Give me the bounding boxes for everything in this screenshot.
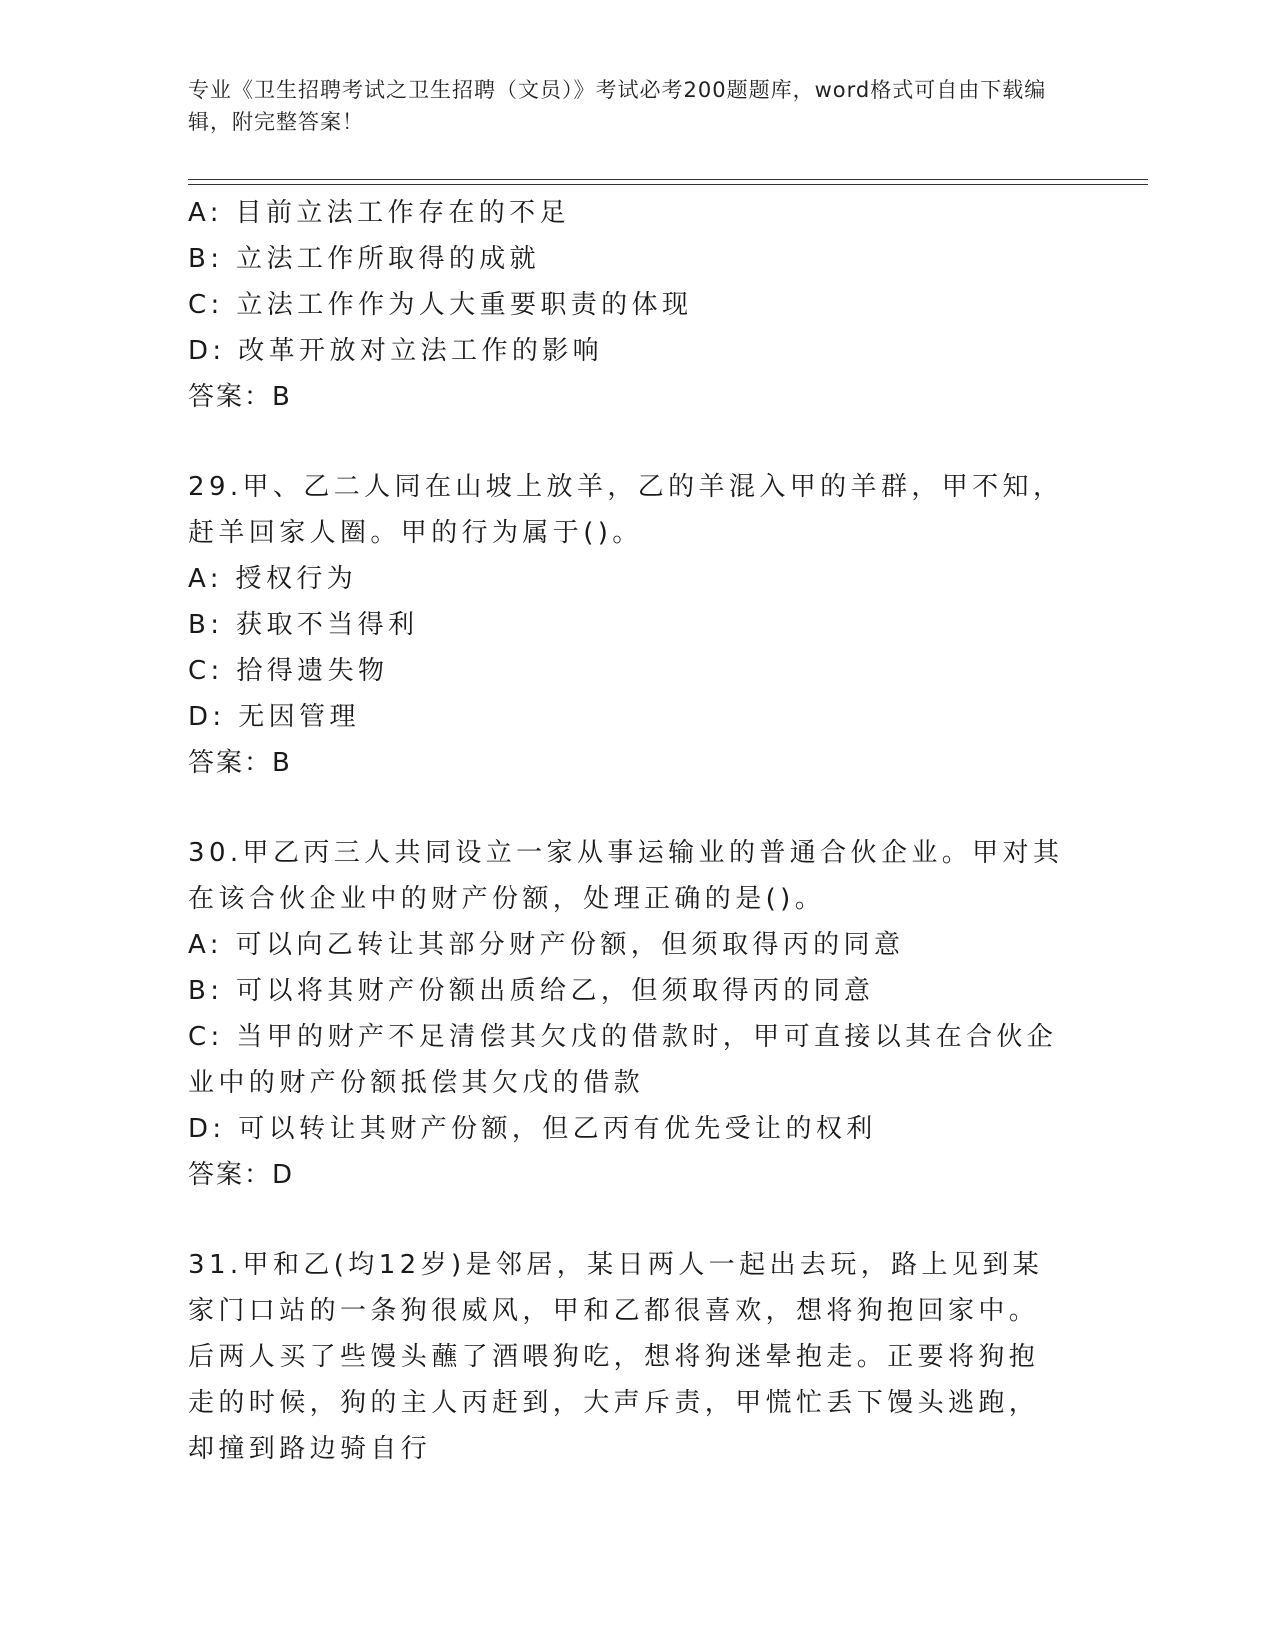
question-29-block (188, 464, 1068, 786)
spacer (188, 786, 1068, 830)
question-31-stem: 31.甲和乙(均12岁)是邻居，某日两人一起出去玩，路上见到某家门口站的一条狗很威风，甲和乙都很喜欢，想将狗抱回家中。后两人买了些馒头蘸了酒喂狗吃，想将狗迷晕抱走。正要将狗抱走的时候，狗的主人丙赶到，大声斥责，甲慌忙丢下馒头逃跑，却撞到路边骑自行 (188, 1250, 1044, 1464)
spacer (188, 420, 1068, 464)
question-30-answer: 答案：D (188, 1160, 295, 1190)
question-28-option-a: A: 目前立法工作存在的不足 (188, 198, 570, 228)
document-header: 专业《卫生招聘考试之卫生招聘（文员）》考试必考200题题库，word格式可自由下载编辑，附完整答案！ (188, 78, 1047, 134)
question-content (188, 190, 1068, 1472)
question-29-answer: 答案：B (188, 748, 292, 778)
question-30-option-c: C: 当甲的财产不足清偿其欠戊的借款时，甲可直接以其在合伙企业中的财产份额抵偿其欠戊的借款 (188, 1022, 1058, 1098)
question-29-option-a: A: 授权行为 (188, 564, 358, 594)
question-29-option-d: D: 无因管理 (188, 702, 360, 732)
question-30-option-d: D: 可以转让其财产份额，但乙丙有优先受让的权利 (188, 1114, 877, 1144)
question-28-option-c: C: 立法工作作为人大重要职责的体现 (188, 290, 693, 320)
question-28-answer: 答案：B (188, 382, 292, 412)
question-28-option-b: B: 立法工作所取得的成就 (188, 244, 541, 274)
question-30-option-b: B: 可以将其财产份额出质给乙，但须取得丙的同意 (188, 976, 875, 1006)
spacer (188, 1198, 1068, 1242)
question-28-option-d: D: 改革开放对立法工作的影响 (188, 336, 604, 366)
header-divider-top (188, 179, 1148, 180)
question-28-block (188, 190, 1068, 420)
header-divider-bottom (188, 184, 1148, 185)
question-29-option-c: C: 拾得遗失物 (188, 656, 389, 686)
question-30-option-a: A: 可以向乙转让其部分财产份额，但须取得丙的同意 (188, 930, 905, 960)
question-29-option-b: B: 获取不当得利 (188, 610, 419, 640)
question-29-stem: 29.甲、乙二人同在山坡上放羊，乙的羊混入甲的羊群，甲不知，赶羊回家人圈。甲的行为属于()。 (188, 472, 1064, 548)
question-30-stem: 30.甲乙丙三人共同设立一家从事运输业的普通合伙企业。甲对其在该合伙企业中的财产份额，处理正确的是()。 (188, 838, 1064, 914)
question-30-block (188, 830, 1068, 1198)
question-31-block (188, 1242, 1068, 1472)
